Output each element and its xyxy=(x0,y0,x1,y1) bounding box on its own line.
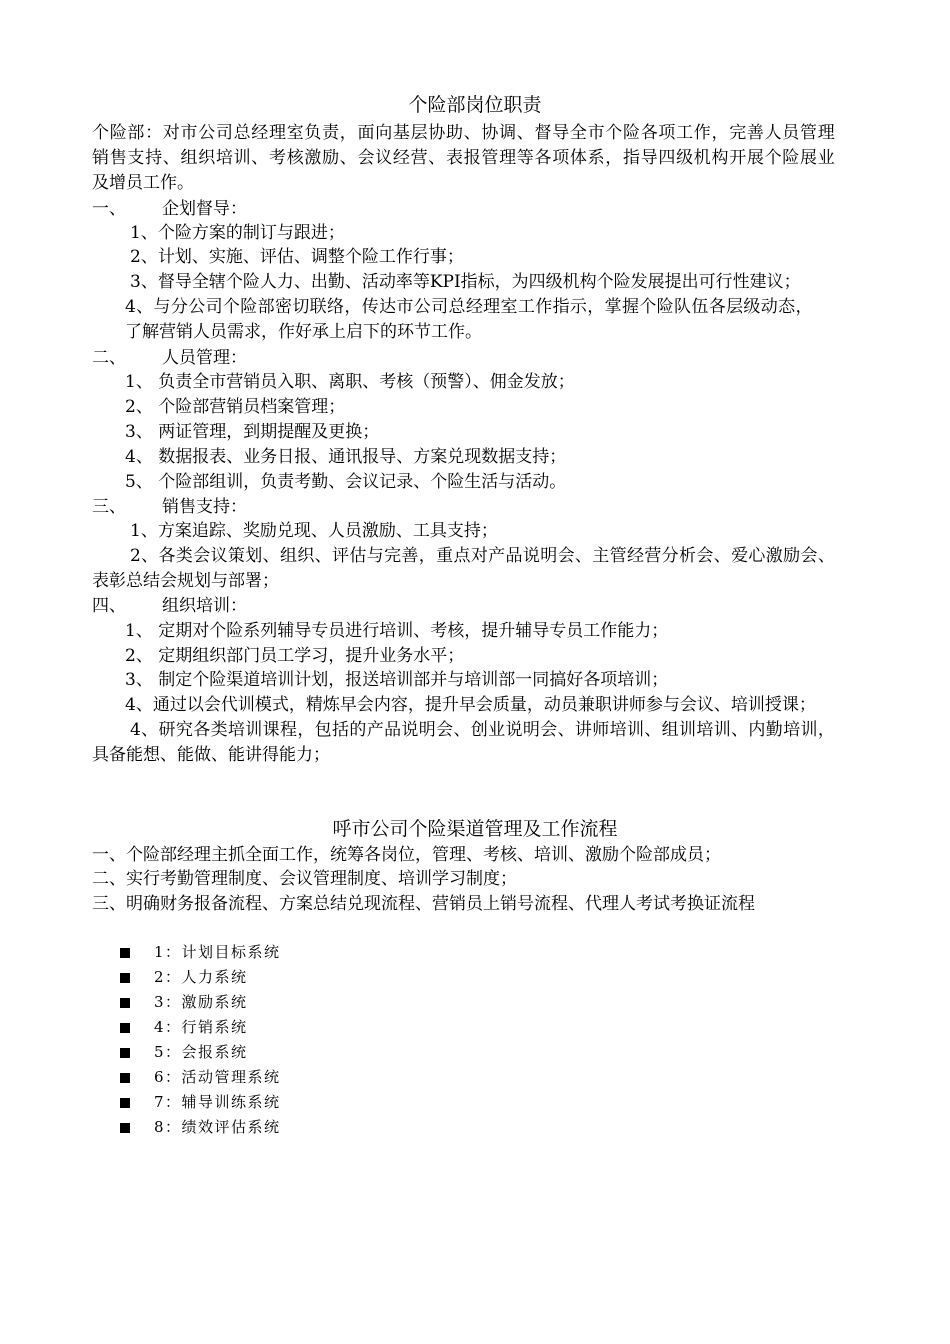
list-item: 3、督导全辖个险人力、出勤、活动率等KPI指标，为四级机构个险发展提出可行性建议； xyxy=(130,272,801,292)
section-number: 四、 xyxy=(92,596,126,616)
square-bullet-icon xyxy=(120,1123,130,1133)
section-heading-text: 销售支持： xyxy=(162,497,247,517)
list-item: 3、 制定个险渠道培训计划，报送培训部并与培训部一同搞好各项培训； xyxy=(125,670,669,690)
system-item-8: 8：绩效评估系统 xyxy=(120,1117,281,1137)
section-heading-1 xyxy=(92,197,247,221)
section-heading-text: 组织培训： xyxy=(162,596,247,616)
process-line-3: 三、明确财务报备流程、方案总结兑现流程、营销员上销号流程、代理人考试考换证流程 xyxy=(92,894,755,914)
section-number: 一、 xyxy=(92,199,126,219)
list-item: 4、研究各类培训课程，包括的产品说明会、创业说明会、讲师培训、组训培训、内勤培训， xyxy=(130,720,836,740)
section-heading-4 xyxy=(92,594,247,618)
system-item-7: 7：辅导训练系统 xyxy=(120,1092,281,1112)
section-heading-2 xyxy=(92,346,247,370)
list-item: 表彰总结会规划与部署； xyxy=(92,571,279,591)
square-bullet-icon xyxy=(120,973,130,983)
section-heading-text: 企划督导： xyxy=(162,199,247,219)
system-item-1: 1：计划目标系统 xyxy=(120,942,281,962)
list-item: 了解营销人员需求，作好承上启下的环节工作。 xyxy=(125,322,482,342)
square-bullet-icon xyxy=(120,948,130,958)
list-item: 1、 负责全市营销员入职、离职、考核（预警）、佣金发放； xyxy=(125,372,575,392)
system-item-2: 2：人力系统 xyxy=(120,967,248,987)
intro-line-2: 销售支持、组织培训、考核激励、会议经营、表报管理等各项体系，指导四级机构开展个险展业 xyxy=(92,148,836,168)
list-item: 1、 定期对个险系列辅导专员进行培训、考核，提升辅导专员工作能力； xyxy=(125,621,669,641)
list-item: 2、各类会议策划、组织、评估与完善，重点对产品说明会、主管经营分析会、爱心激励会、 xyxy=(130,546,836,566)
section-heading-3 xyxy=(92,495,247,519)
square-bullet-icon xyxy=(120,998,130,1008)
list-item: 2、计划、实施、评估、调整个险工作行事； xyxy=(130,247,464,267)
system-item-4: 4：行销系统 xyxy=(120,1017,248,1037)
list-item: 1、方案追踪、奖励兑现、人员激励、工具支持； xyxy=(130,521,498,541)
square-bullet-icon xyxy=(120,1023,130,1033)
process-line-2: 二、实行考勤管理制度、会议管理制度、培训学习制度； xyxy=(92,869,517,889)
process-line-1: 一、个险部经理主抓全面工作，统筹各岗位，管理、考核、培训、激励个险部成员； xyxy=(92,845,721,865)
section-number: 二、 xyxy=(92,348,126,368)
list-item: 5、 个险部组训，负责考勤、会议记录、个险生活与活动。 xyxy=(125,472,567,492)
list-item: 4、 数据报表、业务日报、通讯报导、方案兑现数据支持； xyxy=(125,447,567,467)
square-bullet-icon xyxy=(120,1098,130,1108)
list-item: 1、个险方案的制订与跟进； xyxy=(130,223,345,243)
section-number: 三、 xyxy=(92,497,126,517)
system-item-6: 6：活动管理系统 xyxy=(120,1067,281,1087)
system-item-3: 3：激励系统 xyxy=(120,992,248,1012)
system-item-5: 5：会报系统 xyxy=(120,1042,248,1062)
square-bullet-icon xyxy=(120,1073,130,1083)
list-item: 4、通过以会代训模式，精炼早会内容，提升早会质量，动员兼职讲师参与会议、培训授课； xyxy=(125,695,816,715)
list-item: 3、 两证管理，到期提醒及更换； xyxy=(125,422,380,442)
section2-title: 呼市公司个险渠道管理及工作流程 xyxy=(332,818,618,840)
section1-title: 个险部岗位职责 xyxy=(408,94,542,116)
list-item: 2、 定期组织部门员工学习，提升业务水平； xyxy=(125,646,465,666)
list-item: 具备能想、能做、能讲得能力； xyxy=(92,745,330,765)
section-heading-text: 人员管理： xyxy=(162,348,247,368)
intro-line-1: 个险部：对市公司总经理室负责，面向基层协助、协调、督导全市个险各项工作，完善人员管理 xyxy=(92,123,836,143)
square-bullet-icon xyxy=(120,1048,130,1058)
intro-line-3: 及增员工作。 xyxy=(92,173,194,193)
list-item: 2、 个险部营销员档案管理； xyxy=(125,397,346,417)
list-item: 4、与分公司个险部密切联络，传达市公司总经理室工作指示，掌握个险队伍各层级动态， xyxy=(125,297,813,317)
